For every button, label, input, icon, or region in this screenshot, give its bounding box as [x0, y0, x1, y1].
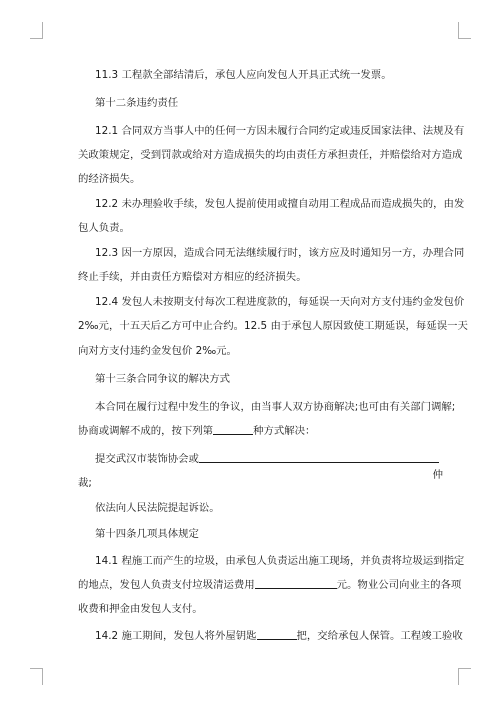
article-13-line-2	[78, 423, 443, 439]
arbitration-tail: 仲	[432, 469, 443, 481]
clause-12-1-line-3: 的经济损失。	[78, 173, 141, 185]
clause-14-1-line-3: 收费和押金由发包人支付。	[78, 603, 203, 615]
clause-12-4-line-2: 2‰元，十五天后乙方可中止合约。12.5 由于承包人原因致使工期延误，每延误一天	[78, 320, 468, 332]
crop-mark-top-right	[458, 22, 471, 39]
clause-14-1-line-2	[78, 577, 462, 593]
article-12-heading: 第十二条违约责任	[95, 97, 179, 109]
litigation-option: 依法向人民法院提起诉讼。	[95, 502, 220, 514]
crop-mark-top-left	[30, 22, 43, 39]
arbitration-text: 提交武汉市装饰协会或	[95, 453, 199, 465]
clause-14-2-text: 14.2 施工期间，发包人将外屋钥匙	[95, 630, 257, 642]
key-count-blank[interactable]	[257, 628, 297, 640]
clause-12-1-line-1: 12.1 合同双方当事人中的任何一方因未履行合同约定或违反国家法律、法规及有	[95, 125, 465, 137]
arbitration-line-end: 裁;	[78, 477, 92, 489]
clause-12-3-line-1: 12.3 因一方原因，造成合同无法继续履行时，该方应及时通知另一方，办理合同	[95, 247, 465, 259]
waste-fee-blank[interactable]	[255, 577, 337, 589]
clause-12-1-line-2: 关政策规定，受到罚款或给对方造成损失的均由责任方承担责任，并赔偿给对方造成	[78, 149, 463, 161]
clause-12-5-line: 向对方支付违约金发包价 2‰元。	[78, 345, 237, 357]
clause-11-3: 11.3 工程款全部结清后，承包人应向发包人开具正式统一发票。	[95, 69, 392, 81]
article-13-line-2-tail: 种方式解决：	[253, 425, 316, 437]
clause-14-1-line-1: 14.1 程施工而产生的垃圾，由承包人负责运出施工现场，并负责将垃圾运到指定	[95, 555, 465, 567]
clause-12-2-line-2: 包人负责。	[78, 222, 130, 234]
clause-12-2-line-1: 12.2 未办理验收手续，发包人提前使用或擅自动用工程成品而造成损失的，由发	[95, 198, 465, 210]
crop-mark-bottom-left	[30, 668, 43, 685]
arbitration-blank[interactable]	[199, 451, 439, 463]
clause-14-1-line-2-tail: 元。物业公司向业主的各项	[336, 579, 462, 591]
article-13-heading: 第十三条合同争议的解决方式	[95, 373, 231, 385]
method-number-blank[interactable]	[213, 423, 253, 435]
crop-mark-bottom-right	[458, 668, 471, 685]
article-13-line-2-text: 协商或调解不成的，按下列第	[78, 425, 214, 437]
article-14-heading: 第十四条几项具体规定	[95, 528, 199, 540]
clause-14-2-tail: 把，交给承包人保管。工程竣工验收	[296, 630, 463, 642]
clause-14-1-line-2-text: 的地点，发包人负责支付垃圾清运费用	[78, 579, 255, 591]
clause-12-4-line-1: 12.4 发包人未按期支付每次工程进度款的，每延误一天向对方支付违约金发包价	[95, 296, 465, 308]
article-13-line-1: 本合同在履行过程中发生的争议，由当事人双方协商解决;也可由有关部门调解;	[95, 401, 456, 413]
clause-14-2-line-1	[95, 628, 463, 644]
clause-12-3-line-2: 终止手续，并由责任方赔偿对方相应的经济损失。	[78, 271, 307, 283]
